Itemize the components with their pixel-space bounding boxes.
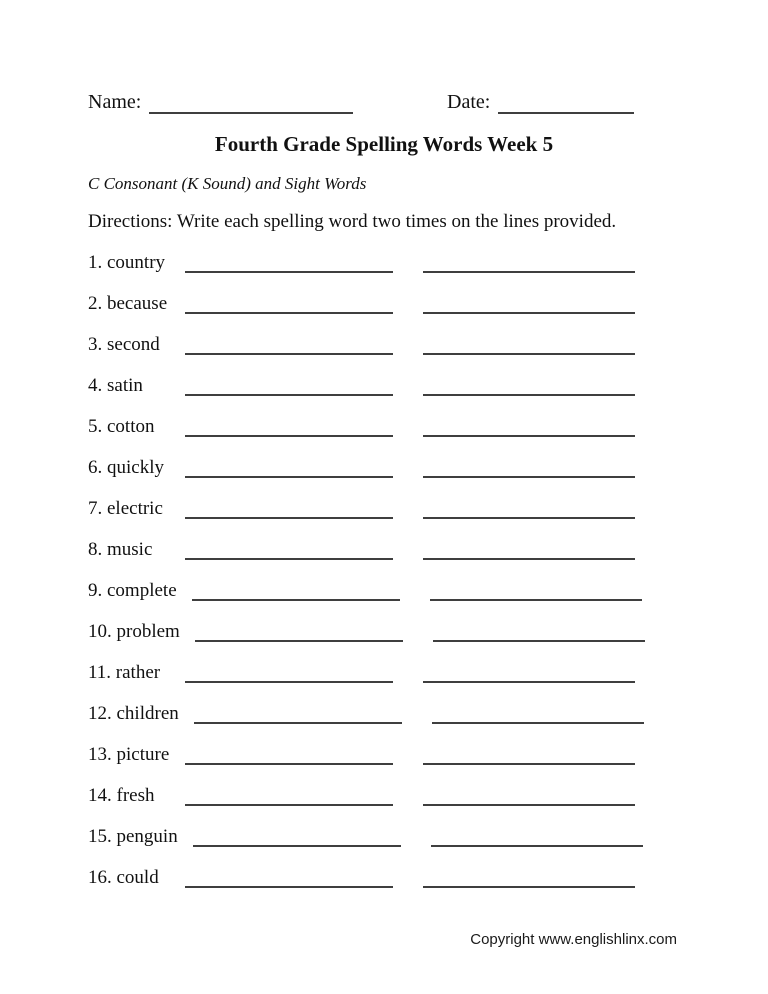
date-field xyxy=(447,90,634,114)
word-label: 11. rather xyxy=(88,662,161,683)
answer-line-1 xyxy=(194,716,402,724)
answer-line-1 xyxy=(185,798,393,806)
word-row xyxy=(88,438,728,479)
answer-line-2 xyxy=(423,798,635,806)
answer-line-1 xyxy=(185,880,393,888)
answer-line-2 xyxy=(423,470,635,478)
answer-line-2 xyxy=(423,388,635,396)
word-row xyxy=(88,356,728,397)
word-label: 4. satin xyxy=(88,375,143,396)
answer-line-1 xyxy=(185,306,393,314)
word-row xyxy=(88,725,728,766)
answer-line-2 xyxy=(423,880,635,888)
word-row xyxy=(88,561,728,602)
answer-line-2 xyxy=(431,839,643,847)
answer-line-2 xyxy=(423,429,635,437)
word-row xyxy=(88,602,728,643)
lesson-subtitle: C Consonant (K Sound) and Sight Words xyxy=(88,174,367,193)
word-label: 2. because xyxy=(88,293,168,314)
answer-line-2 xyxy=(423,675,635,683)
word-label: 3. second xyxy=(88,334,160,355)
word-label: 12. children xyxy=(88,703,179,724)
footer-copyright: Copyright www.englishlinx.com xyxy=(470,931,677,948)
word-row xyxy=(88,766,728,807)
word-label: 16. could xyxy=(88,867,159,888)
date-label: Date: xyxy=(447,91,491,113)
word-label: 5. cotton xyxy=(88,416,155,437)
answer-line-2 xyxy=(423,306,635,314)
word-row xyxy=(88,643,728,684)
word-label: 14. fresh xyxy=(88,785,155,806)
answer-line-2 xyxy=(423,511,635,519)
answer-line-1 xyxy=(185,511,393,519)
word-label: 7. electric xyxy=(88,498,163,519)
answer-line-1 xyxy=(192,593,400,601)
answer-line-1 xyxy=(185,552,393,560)
answer-line-2 xyxy=(432,716,644,724)
answer-line-2 xyxy=(433,634,645,642)
page-title: Fourth Grade Spelling Words Week 5 xyxy=(214,132,554,156)
name-label: Name: xyxy=(88,91,142,113)
answer-line-1 xyxy=(185,347,393,355)
word-label: 13. picture xyxy=(88,744,170,765)
answer-line-2 xyxy=(423,552,635,560)
answer-line-1 xyxy=(185,265,393,273)
word-row xyxy=(88,315,728,356)
answer-line-2 xyxy=(423,347,635,355)
header-row xyxy=(88,86,680,114)
word-label: 6. quickly xyxy=(88,457,164,478)
name-answer-line xyxy=(149,106,353,114)
word-label: 10. problem xyxy=(88,621,180,642)
answer-line-2 xyxy=(430,593,642,601)
answer-line-1 xyxy=(185,429,393,437)
answer-line-1 xyxy=(195,634,403,642)
word-row xyxy=(88,520,728,561)
date-answer-line xyxy=(498,106,634,114)
word-label: 15. penguin xyxy=(88,826,178,847)
word-row xyxy=(88,848,728,889)
answer-line-1 xyxy=(185,470,393,478)
answer-line-1 xyxy=(185,675,393,683)
word-row xyxy=(88,397,728,438)
word-row xyxy=(88,684,728,725)
word-list xyxy=(88,233,728,889)
word-row xyxy=(88,233,728,274)
word-row xyxy=(88,807,728,848)
answer-line-2 xyxy=(423,265,635,273)
word-label: 8. music xyxy=(88,539,153,560)
directions-text: Directions: Write each spelling word two times on the lines provided. xyxy=(88,211,617,232)
answer-line-1 xyxy=(185,388,393,396)
answer-line-1 xyxy=(193,839,401,847)
word-label: 1. country xyxy=(88,252,166,273)
word-label: 9. complete xyxy=(88,580,177,601)
answer-line-2 xyxy=(423,757,635,765)
answer-line-1 xyxy=(185,757,393,765)
word-row xyxy=(88,479,728,520)
name-field xyxy=(88,90,353,114)
word-row xyxy=(88,274,728,315)
